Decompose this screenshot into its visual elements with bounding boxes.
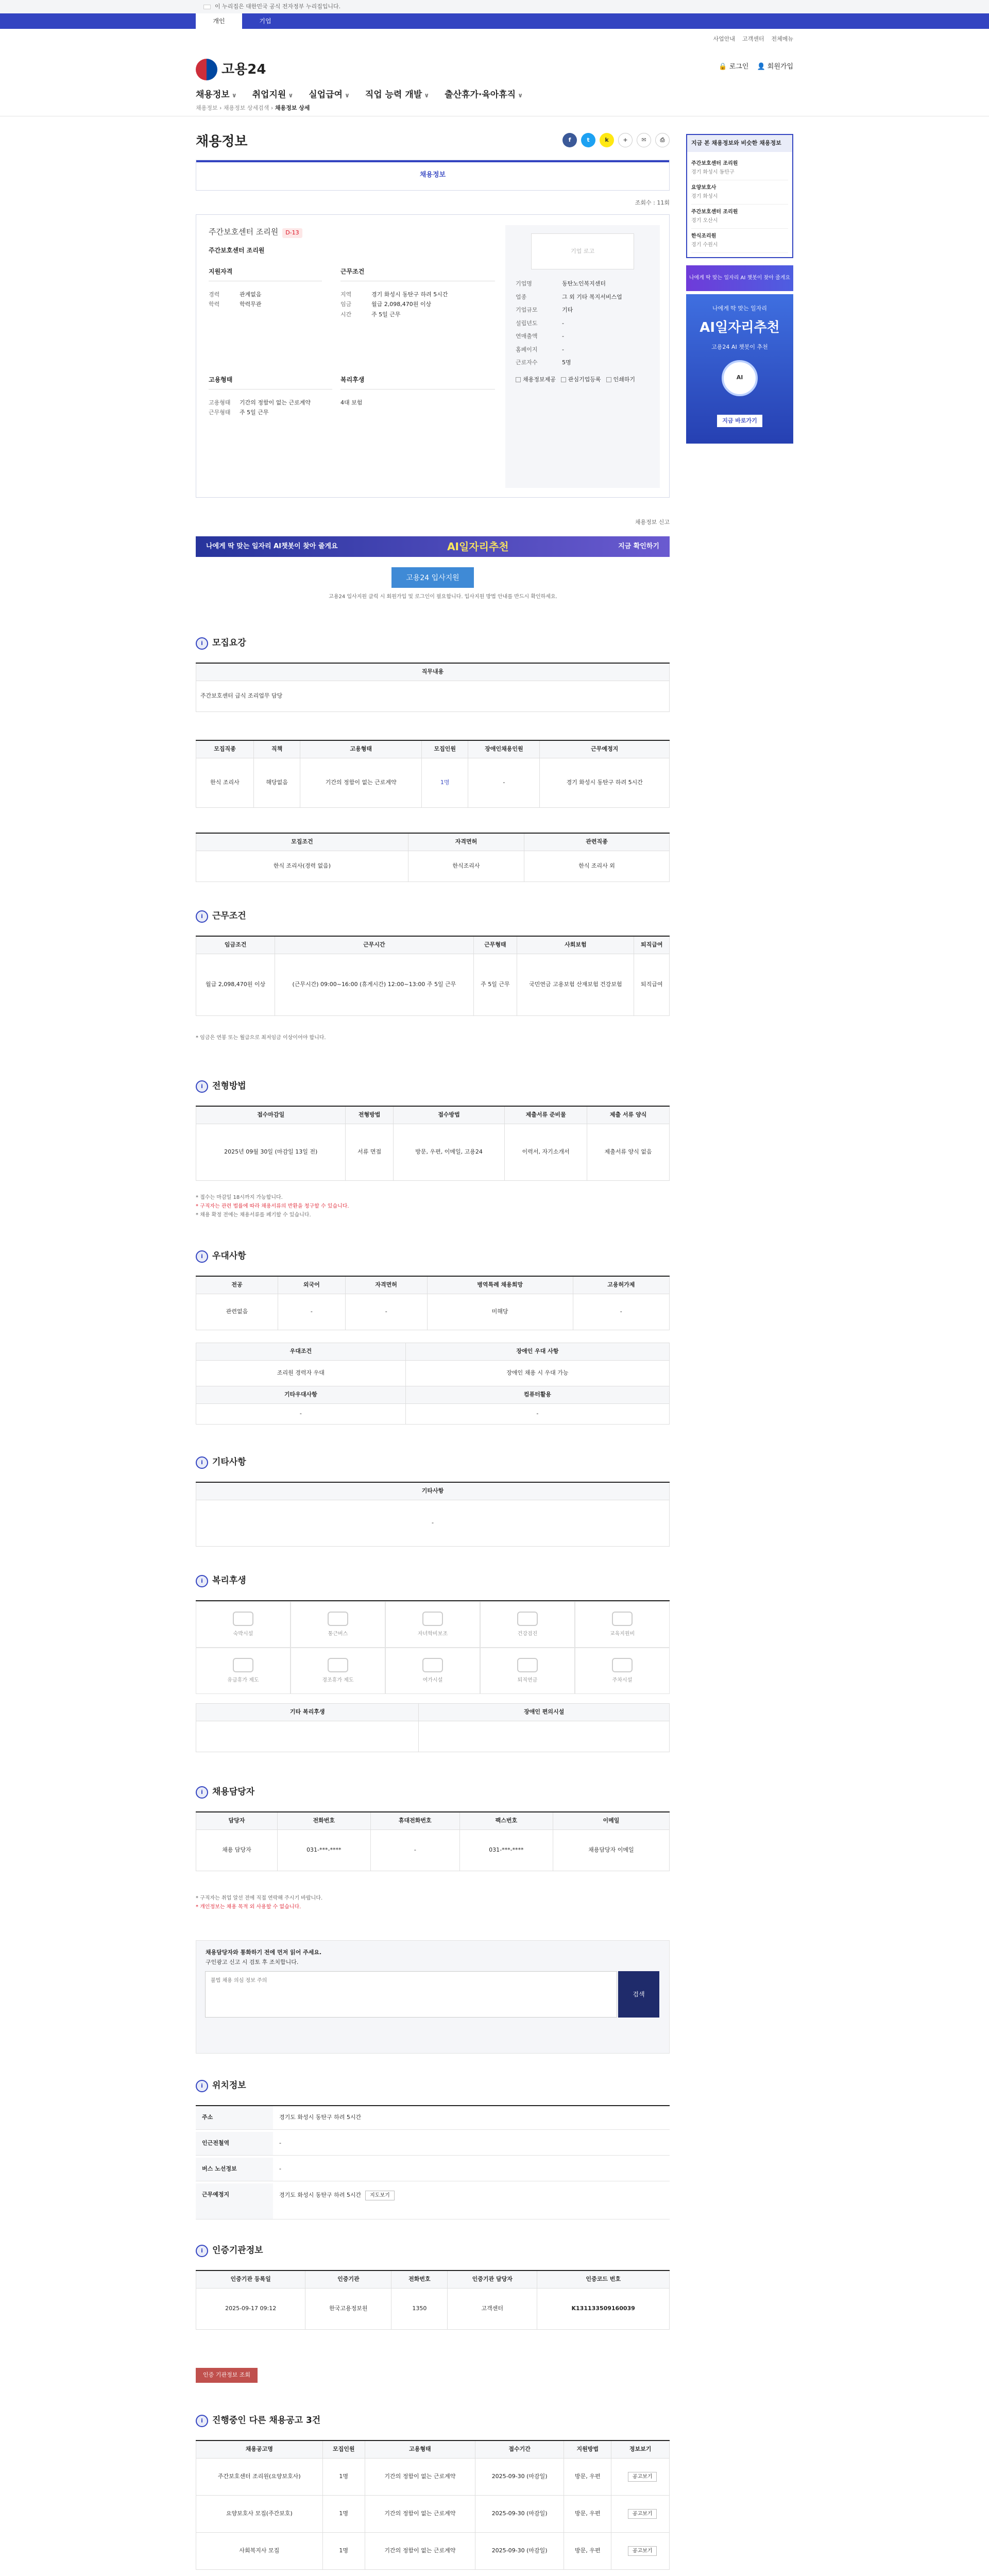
utility-support[interactable]: 고객센터 bbox=[742, 36, 764, 42]
content-container bbox=[196, 116, 793, 2576]
section-icon: i bbox=[196, 2080, 208, 2092]
process-notes: * 접수는 마감일 18시까지 가능합니다. * 구직자는 관련 법률에 따라 채용서류의 반환을 청구할 수 있습니다. * 채용 확정 전에는 채용서류를 폐기할 수 있습니다. bbox=[196, 1195, 349, 1218]
section-icon: i bbox=[196, 637, 208, 650]
banner-text: 나에게 딱 맞는 일자리 AI챗봇이 찾아 줄게요 bbox=[206, 543, 338, 551]
facebook-icon[interactable]: f bbox=[562, 133, 577, 147]
section-icon: i bbox=[196, 1456, 208, 1469]
plus-icon[interactable]: + bbox=[618, 133, 633, 147]
breadcrumb: 채용정보 › 채용정보 상세검색 › 채용정보 상세 bbox=[196, 105, 310, 111]
similar-job-item[interactable]: 한식조리원 경기 수원시 bbox=[691, 229, 788, 253]
view-posting-button[interactable]: 공고보기 bbox=[628, 2509, 657, 2519]
company-revenue: 연매출액 - bbox=[516, 333, 564, 340]
welfare-item: 숙박시설 bbox=[196, 1601, 291, 1648]
email-icon[interactable]: ✉ bbox=[637, 133, 651, 147]
company-employees: 근로자수 5명 bbox=[516, 359, 571, 366]
checkbox-icon bbox=[516, 377, 521, 382]
leisure-icon bbox=[422, 1658, 443, 1672]
contact-table: 담당자 전화번호 휴대전화번호 팩스번호 이메일 채용 담당자 031-***-**** - 031-***-**** 채용담당자 이메일 bbox=[196, 1811, 670, 1871]
welfare-table: 기타 복리후생 장애인 편의시설 bbox=[196, 1703, 670, 1752]
welfare-item: 통근버스 bbox=[291, 1601, 385, 1648]
similar-job-item[interactable]: 주간보호센터 조리원 경기 화성시 동탄구 bbox=[691, 156, 788, 180]
emp-shift: 근무형태 주 5일 근무 bbox=[209, 409, 269, 416]
cond-time: 시간 주 5일 근무 bbox=[340, 311, 401, 318]
dday-badge: D-13 bbox=[282, 228, 302, 238]
similar-jobs-card bbox=[686, 134, 793, 258]
print-icon[interactable]: ⎙ bbox=[655, 133, 670, 147]
gov-notice-bar bbox=[0, 0, 989, 13]
nav-jobs[interactable]: 채용정보 ∨ bbox=[196, 89, 237, 102]
table-row: 주간보호센터 조리원(요양보호사) 1명 기간의 정함이 없는 근로계약 2025-09-30 (마감일) 방문, 우편 공고보기 bbox=[196, 2458, 670, 2495]
welfare-item: 유급휴가 제도 bbox=[196, 1648, 291, 1694]
robot-icon: AI bbox=[722, 360, 758, 396]
table-row: 요양보호사 모집(주간보호) 1명 기간의 정함이 없는 근로계약 2025-09-30 (마감일) 방문, 우편 공고보기 bbox=[196, 2495, 670, 2532]
nav-leave[interactable]: 출산휴가·육아휴직 ∨ bbox=[445, 89, 523, 102]
section-cert: i 인증기관정보 bbox=[196, 2244, 263, 2258]
section-etc: i 기타사항 bbox=[196, 1456, 246, 1469]
tab-business[interactable]: 기업 bbox=[259, 18, 271, 25]
caution-title: 채용담당자와 통화하기 전에 먼저 읽어 주세요. bbox=[206, 1949, 322, 1956]
check-print[interactable]: 인쇄하기 bbox=[606, 376, 636, 384]
banner-title: AI일자리추천 bbox=[447, 540, 509, 553]
cond-wage: 임금 월급 2,098,470원 이상 bbox=[340, 301, 432, 308]
section-location: i 위치정보 bbox=[196, 2079, 246, 2093]
etc-table: 기타사항 - bbox=[196, 1482, 670, 1547]
apply-button[interactable]: 고용24 입사지원 bbox=[391, 567, 474, 588]
share-tools bbox=[562, 133, 670, 147]
tab-personal[interactable]: 개인 bbox=[196, 13, 242, 29]
section-pref: i 우대사항 bbox=[196, 1250, 246, 1263]
pension-icon bbox=[517, 1658, 538, 1672]
welfare-title: 복리후생 bbox=[340, 375, 495, 389]
welfare-grid bbox=[196, 1600, 670, 1694]
company-info-box bbox=[505, 225, 660, 488]
process-table: 접수마감일 전형방법 접수방법 제출서류 준비물 제출 서류 양식 2025년 09월 30일 (마감일 13일 전) 서류 면접 방문, 우편, 이메일, 고용24 이력서, 자기소개서 제출서류 양식 없음 bbox=[196, 1106, 670, 1181]
nav-support[interactable]: 취업지원 ∨ bbox=[252, 89, 294, 102]
section-contact: i 채용담당자 bbox=[196, 1786, 254, 1799]
section-icon: i bbox=[196, 1786, 208, 1799]
pref-table: 전공 외국어 자격면허 병역특례 채용희망 고용허가제 관련없음 - - 미해당 - bbox=[196, 1276, 670, 1330]
recruit-table: 모집직종 직책 고용형태 모집인원 장애인채용인원 근무예정지 한식 조리사 해당없음 기간의 정함이 없는 근로계약 1명 - 경기 화성시 동탄구 하려 5시간 bbox=[196, 740, 670, 808]
banner-cta: 지금 확인하기 bbox=[618, 543, 659, 551]
vacation-icon bbox=[233, 1658, 253, 1672]
section-icon: i bbox=[196, 1080, 208, 1093]
employment-block bbox=[209, 375, 332, 418]
education-icon bbox=[612, 1612, 633, 1626]
section-icon: i bbox=[196, 910, 208, 923]
job-subtitle: 주간보호센터 조리원 bbox=[209, 247, 265, 254]
work-note: * 임금은 연봉 또는 월급으로 최저임금 이상이어야 합니다. bbox=[196, 1035, 326, 1041]
cert-lookup-button[interactable]: 인증 기관정보 조회 bbox=[196, 2368, 258, 2383]
sidebar bbox=[686, 134, 793, 444]
sidebar-banner-cta: 지금 바로가기 bbox=[717, 415, 762, 428]
section-icon: i bbox=[196, 1575, 208, 1587]
company-size: 기업규모 기타 bbox=[516, 307, 573, 313]
signup-link[interactable]: 👤 회원가입 bbox=[757, 63, 793, 71]
cert-table: 인증기관 등록일 인증기관 전화번호 인증기관 담당자 인증코드 번호 2025-09-17 09:12 한국고용정보원 1350 고객센터 K131133509160039 bbox=[196, 2270, 670, 2330]
gov-notice-text: 이 누리집은 대한민국 공식 전자정부 누리집입니다. bbox=[215, 3, 341, 10]
checkbox-icon bbox=[561, 377, 566, 382]
qualification-block bbox=[209, 266, 322, 310]
welfare-item: 주차시설 bbox=[575, 1648, 670, 1694]
caution-notice: 구인광고 신고 시 검토 후 조치합니다. bbox=[206, 1958, 299, 1965]
section-recruit: i 모집요강 bbox=[196, 637, 246, 650]
welfare-item: 퇴직연금 bbox=[480, 1648, 575, 1694]
emp-type: 고용형태 기간의 정함이 없는 근로계약 bbox=[209, 399, 311, 406]
check-favorite[interactable]: 관심기업등록 bbox=[561, 376, 601, 384]
taegeuk-logo-icon bbox=[196, 59, 217, 80]
similar-job-item[interactable]: 요양보호사 경기 화성시 bbox=[691, 180, 788, 205]
duty-table: 직무내용 주간보호센터 급식 조리업무 담당 bbox=[196, 663, 670, 712]
utility-business[interactable]: 사업안내 bbox=[713, 36, 735, 42]
similar-jobs-title: 지금 본 채용정보와 비슷한 채용정보 bbox=[687, 135, 792, 152]
login-link[interactable]: 🔒 로그인 bbox=[719, 63, 749, 71]
section-icon: i bbox=[196, 2415, 208, 2427]
report-link[interactable]: 채용정보 신고 bbox=[635, 519, 670, 526]
other-jobs-table: 채용공고명 모집인원 고용형태 접수기간 지원방법 정보보기 주간보호센터 조리원(요양보호사) 1명 기간의 정함이 없는 근로계약 2025-09-30 (마감일) 방문, 우편 공고보기 요양보호사 모집(주간보호) 1명 기간의 정함이 없는 근로계약 2025-09-30 (마감일) 방문, 우편 공고보기 사회복지사 모집 1명 기간의 정함이 없는 근로계약 2025-09-30 (마감일) 방문, 우편 공고보기 bbox=[196, 2440, 670, 2570]
view-count: 조회수 : 11회 bbox=[635, 199, 670, 206]
similar-job-item[interactable]: 주간보호센터 조리원 경기 오산시 bbox=[691, 205, 788, 229]
location-row: 버스 노선정보 - bbox=[196, 2158, 670, 2181]
map-button[interactable]: 지도보기 bbox=[365, 2191, 395, 2200]
sidebar-banner-small[interactable]: 나에게 딱 맞는 일자리 AI 챗봇이 찾아 줄게요 bbox=[686, 265, 793, 291]
section-icon: i bbox=[196, 2245, 208, 2257]
employment-title: 고용형태 bbox=[209, 375, 332, 389]
job-summary-card bbox=[196, 214, 670, 498]
health-icon bbox=[517, 1612, 538, 1626]
welfare-item: 건강검진 bbox=[480, 1601, 575, 1648]
company-industry: 업종 그 외 기타 복지서비스업 bbox=[516, 293, 622, 300]
kakao-icon[interactable]: k bbox=[600, 133, 614, 147]
welfare-value: 4대 보험 bbox=[340, 399, 363, 406]
welfare-item: 자녀학비보조 bbox=[385, 1601, 480, 1648]
table-row: 사회복지사 모집 1명 기간의 정함이 없는 근로계약 2025-09-30 (마감일) 방문, 우편 공고보기 bbox=[196, 2532, 670, 2569]
housing-icon bbox=[233, 1612, 253, 1626]
company-name: 기업명 동탄노인복지센터 bbox=[516, 280, 606, 287]
welfare-item: 교육지원비 bbox=[575, 1601, 670, 1648]
breadcrumb-item[interactable]: 채용정보 상세검색 bbox=[223, 105, 269, 111]
tuition-icon bbox=[422, 1612, 443, 1626]
search-button[interactable]: 검색 bbox=[618, 1971, 659, 2018]
logo-text: 고용24 bbox=[221, 61, 266, 77]
conditions-title: 근무조건 bbox=[340, 266, 495, 281]
section-process: i 전형방법 bbox=[196, 1080, 246, 1093]
bus-icon bbox=[328, 1612, 348, 1626]
breadcrumb-item[interactable]: 채용정보 bbox=[196, 105, 218, 111]
section-welfare: i 복리후생 bbox=[196, 1574, 246, 1588]
company-homepage: 홈페이지 - bbox=[516, 346, 564, 353]
recruit-table-2: 모집조건 자격면허 관련직종 한식 조리사(경력 없음) 한식조리사 한식 조리사 외 bbox=[196, 833, 670, 882]
top-tab-bar bbox=[0, 13, 989, 29]
company-founded: 설립년도 - bbox=[516, 319, 564, 327]
work-table: 임금조건 근무시간 근무형태 사회보험 퇴직급여 월급 2,098,470원 이상 (근무시간) 09:00~16:00 (휴게시간) 12:00~13:00 주 5일 근무 주 5일 근무 국민연금 고용보험 산재보험 건강보험 퇴직급여 bbox=[196, 936, 670, 1016]
family-event-icon bbox=[328, 1658, 348, 1672]
job-company: 주간보호센터 조리원 D-13 bbox=[209, 226, 302, 238]
cond-region: 지역 경기 화성시 동탄구 하려 5시간 bbox=[340, 291, 448, 298]
section-other-jobs: i 진행중인 다른 채용공고 3건 bbox=[196, 2414, 320, 2428]
qualification-title: 지원자격 bbox=[209, 266, 322, 281]
main-nav bbox=[196, 89, 523, 102]
sidebar-banner-ai[interactable]: 나에게 딱 맞는 일자리 AI일자리추천 고용24 AI 챗봇이 추천 AI 지금 바로가기 bbox=[686, 294, 793, 444]
contact-notes: * 구직자는 취업 알선 전에 직접 연락해 주시기 바랍니다. * 개인정보는 채용 목적 외 사용할 수 없습니다. bbox=[196, 1895, 323, 1910]
view-posting-button[interactable]: 공고보기 bbox=[628, 2472, 657, 2482]
view-posting-button[interactable]: 공고보기 bbox=[628, 2546, 657, 2556]
welfare-item: 여가시설 bbox=[385, 1648, 480, 1694]
conditions-block bbox=[340, 266, 495, 320]
twitter-icon[interactable]: t bbox=[581, 133, 595, 147]
parking-icon bbox=[612, 1658, 633, 1672]
tab-job-info[interactable]: 채용정보 bbox=[196, 160, 670, 191]
breadcrumb-current: 채용정보 상세 bbox=[275, 105, 310, 111]
nav-training[interactable]: 직업 능력 개발 ∨ bbox=[365, 89, 429, 102]
welfare-item: 경조휴가 제도 bbox=[291, 1648, 385, 1694]
apply-note: 고용24 입사지원 클릭 시 회원가입 및 로그인이 필요합니다. 입사지원 방법 안내를 반드시 확인하세요. bbox=[329, 594, 557, 600]
site-header bbox=[0, 29, 989, 116]
qual-career: 경력 관계없음 bbox=[209, 291, 262, 298]
company-actions bbox=[516, 376, 650, 384]
company-logo: 기업 로고 bbox=[531, 233, 634, 269]
location-row: 근무예정지 경기도 화성시 동탄구 하려 5시간 지도보기 bbox=[196, 2183, 670, 2219]
section-work: i 근무조건 bbox=[196, 910, 246, 923]
ai-recommend-banner[interactable] bbox=[196, 536, 670, 557]
section-icon: i bbox=[196, 1250, 208, 1263]
qual-education: 학력 학력무관 bbox=[209, 301, 262, 308]
utility-menu bbox=[713, 35, 793, 44]
location-row: 인근전철역 - bbox=[196, 2132, 670, 2156]
utility-allmenu[interactable]: 전체메뉴 bbox=[771, 36, 793, 42]
site-logo[interactable] bbox=[196, 59, 266, 80]
checkbox-icon bbox=[606, 377, 611, 382]
page-title: 채용정보 bbox=[196, 134, 248, 149]
location-row: 주소 경기도 화성시 동탄구 하려 5시간 bbox=[196, 2105, 670, 2130]
caution-body: 불법 채용 의심 정보 주의 bbox=[205, 1971, 617, 2018]
check-info[interactable]: 채용정보제공 bbox=[516, 376, 556, 384]
flag-icon bbox=[203, 5, 211, 9]
nav-unemployment[interactable]: 실업급여 ∨ bbox=[309, 89, 350, 102]
pref-table-2: 우대조건 장애인 우대 사항 조리원 경력자 우대 장애인 채용 시 우대 가능 기타우대사항 컴퓨터활용 - - bbox=[196, 1343, 670, 1425]
welfare-block bbox=[340, 375, 495, 408]
login-area bbox=[719, 62, 793, 72]
